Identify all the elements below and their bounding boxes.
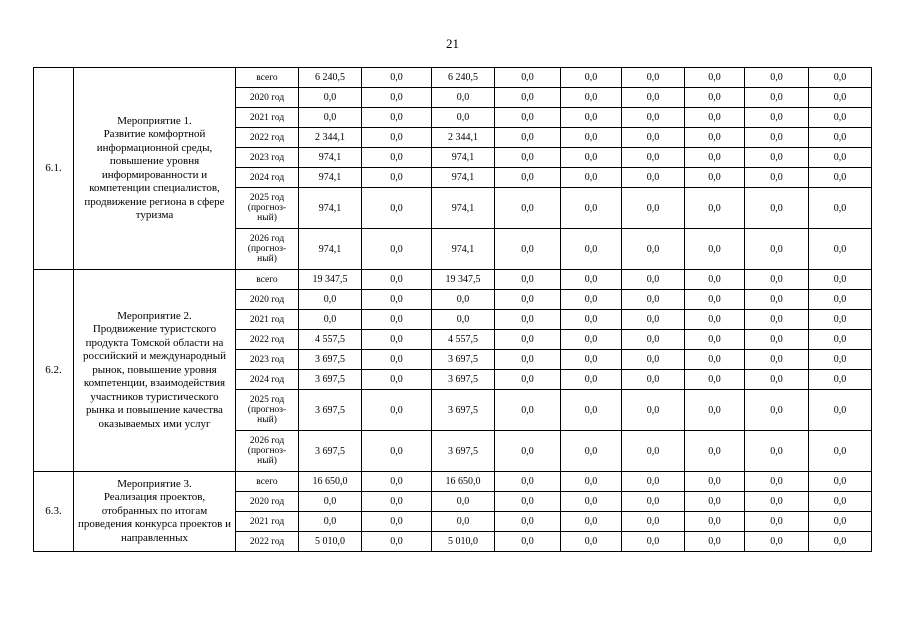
value-cell: 0,0 — [362, 472, 432, 492]
value-cell: 0,0 — [362, 229, 432, 270]
value-cell: 0,0 — [495, 270, 561, 290]
value-cell: 0,0 — [685, 512, 745, 532]
value-cell: 0,0 — [685, 431, 745, 472]
value-cell: 0,0 — [745, 148, 809, 168]
value-cell: 0,0 — [432, 290, 495, 310]
value-cell: 0,0 — [809, 168, 872, 188]
value-cell: 0,0 — [495, 290, 561, 310]
value-cell: 0,0 — [622, 188, 685, 229]
value-cell: 0,0 — [362, 310, 432, 330]
value-cell: 0,0 — [362, 512, 432, 532]
section-number: 6.3. — [34, 472, 74, 552]
value-cell: 0,0 — [561, 390, 622, 431]
value-cell: 0,0 — [622, 350, 685, 370]
value-cell: 0,0 — [561, 168, 622, 188]
value-cell: 0,0 — [809, 108, 872, 128]
period-cell: 2022 год — [236, 532, 299, 552]
value-cell: 0,0 — [362, 330, 432, 350]
value-cell: 0,0 — [622, 68, 685, 88]
value-cell: 0,0 — [745, 532, 809, 552]
value-cell: 0,0 — [745, 390, 809, 431]
value-cell: 0,0 — [622, 148, 685, 168]
value-cell: 6 240,5 — [432, 68, 495, 88]
value-cell: 0,0 — [809, 188, 872, 229]
value-cell: 0,0 — [622, 128, 685, 148]
value-cell: 0,0 — [745, 431, 809, 472]
period-cell: 2021 год — [236, 310, 299, 330]
value-cell: 0,0 — [809, 128, 872, 148]
value-cell: 0,0 — [362, 532, 432, 552]
value-cell: 0,0 — [622, 370, 685, 390]
value-cell: 974,1 — [432, 168, 495, 188]
value-cell: 0,0 — [299, 108, 362, 128]
value-cell: 974,1 — [432, 229, 495, 270]
value-cell: 16 650,0 — [432, 472, 495, 492]
value-cell: 0,0 — [685, 350, 745, 370]
value-cell: 0,0 — [745, 68, 809, 88]
value-cell: 0,0 — [362, 431, 432, 472]
value-cell: 0,0 — [561, 68, 622, 88]
value-cell: 0,0 — [622, 390, 685, 431]
value-cell: 0,0 — [809, 330, 872, 350]
value-cell: 974,1 — [299, 229, 362, 270]
value-cell: 0,0 — [362, 148, 432, 168]
value-cell: 0,0 — [685, 188, 745, 229]
value-cell: 0,0 — [622, 270, 685, 290]
value-cell: 0,0 — [432, 88, 495, 108]
period-cell: 2020 год — [236, 492, 299, 512]
period-cell: 2020 год — [236, 290, 299, 310]
period-cell: всего — [236, 68, 299, 88]
value-cell: 3 697,5 — [432, 431, 495, 472]
value-cell: 0,0 — [685, 68, 745, 88]
period-cell: 2023 год — [236, 350, 299, 370]
value-cell: 3 697,5 — [432, 350, 495, 370]
value-cell: 3 697,5 — [432, 370, 495, 390]
value-cell: 0,0 — [561, 310, 622, 330]
value-cell: 0,0 — [745, 128, 809, 148]
value-cell: 0,0 — [432, 512, 495, 532]
value-cell: 0,0 — [362, 188, 432, 229]
section-title: Мероприятие 2. Продвижение туристского продукта Томской области на российский и международный рынок, повышение уровня компетенции, взаимодействия участников туристического рынка и повышение качества оказываемых ими услуг — [74, 270, 236, 472]
value-cell: 0,0 — [809, 472, 872, 492]
value-cell: 0,0 — [622, 290, 685, 310]
value-cell: 0,0 — [809, 88, 872, 108]
value-cell: 0,0 — [362, 88, 432, 108]
period-cell: 2025 год (прогноз- ный) — [236, 390, 299, 431]
value-cell: 0,0 — [622, 472, 685, 492]
value-cell: 0,0 — [809, 310, 872, 330]
period-cell: 2021 год — [236, 512, 299, 532]
value-cell: 0,0 — [495, 88, 561, 108]
value-cell: 0,0 — [685, 492, 745, 512]
period-cell: 2023 год — [236, 148, 299, 168]
value-cell: 0,0 — [561, 370, 622, 390]
value-cell: 0,0 — [495, 168, 561, 188]
value-cell: 0,0 — [622, 168, 685, 188]
value-cell: 0,0 — [495, 431, 561, 472]
value-cell: 0,0 — [809, 512, 872, 532]
value-cell: 0,0 — [561, 128, 622, 148]
value-cell: 0,0 — [685, 148, 745, 168]
value-cell: 0,0 — [622, 88, 685, 108]
value-cell: 0,0 — [561, 512, 622, 532]
value-cell: 0,0 — [685, 270, 745, 290]
value-cell: 0,0 — [495, 472, 561, 492]
value-cell: 2 344,1 — [432, 128, 495, 148]
value-cell: 0,0 — [622, 492, 685, 512]
value-cell: 0,0 — [561, 188, 622, 229]
value-cell: 0,0 — [362, 270, 432, 290]
value-cell: 0,0 — [495, 492, 561, 512]
value-cell: 0,0 — [561, 270, 622, 290]
value-cell: 0,0 — [685, 168, 745, 188]
value-cell: 0,0 — [495, 148, 561, 168]
value-cell: 0,0 — [622, 310, 685, 330]
value-cell: 0,0 — [362, 108, 432, 128]
table-row — [34, 472, 872, 492]
value-cell: 0,0 — [362, 68, 432, 88]
value-cell: 0,0 — [685, 128, 745, 148]
value-cell: 0,0 — [561, 290, 622, 310]
value-cell: 974,1 — [299, 188, 362, 229]
value-cell: 0,0 — [745, 188, 809, 229]
value-cell: 0,0 — [561, 330, 622, 350]
value-cell: 0,0 — [299, 492, 362, 512]
value-cell: 0,0 — [561, 431, 622, 472]
page-number: 21 — [446, 36, 459, 51]
value-cell: 0,0 — [745, 330, 809, 350]
value-cell: 0,0 — [495, 128, 561, 148]
value-cell: 0,0 — [809, 229, 872, 270]
value-cell: 0,0 — [495, 390, 561, 431]
value-cell: 0,0 — [495, 370, 561, 390]
value-cell: 0,0 — [495, 532, 561, 552]
value-cell: 0,0 — [809, 270, 872, 290]
value-cell: 0,0 — [809, 492, 872, 512]
value-cell: 0,0 — [685, 310, 745, 330]
value-cell: 0,0 — [495, 229, 561, 270]
value-cell: 974,1 — [432, 148, 495, 168]
value-cell: 0,0 — [685, 88, 745, 108]
value-cell: 0,0 — [622, 512, 685, 532]
value-cell: 0,0 — [561, 108, 622, 128]
value-cell: 0,0 — [299, 512, 362, 532]
value-cell: 0,0 — [809, 350, 872, 370]
value-cell: 0,0 — [745, 270, 809, 290]
value-cell: 0,0 — [685, 108, 745, 128]
period-cell: 2025 год (прогноз- ный) — [236, 188, 299, 229]
table-row — [34, 68, 872, 88]
value-cell: 0,0 — [685, 330, 745, 350]
value-cell: 0,0 — [745, 290, 809, 310]
value-cell: 4 557,5 — [432, 330, 495, 350]
period-cell: 2020 год — [236, 88, 299, 108]
period-cell: 2021 год — [236, 108, 299, 128]
value-cell: 6 240,5 — [299, 68, 362, 88]
value-cell: 0,0 — [362, 492, 432, 512]
value-cell: 0,0 — [561, 492, 622, 512]
value-cell: 0,0 — [561, 148, 622, 168]
value-cell: 0,0 — [622, 532, 685, 552]
period-cell: 2026 год (прогноз- ный) — [236, 229, 299, 270]
value-cell: 0,0 — [622, 108, 685, 128]
value-cell: 0,0 — [561, 229, 622, 270]
value-cell: 0,0 — [745, 492, 809, 512]
value-cell: 0,0 — [622, 229, 685, 270]
value-cell: 0,0 — [495, 108, 561, 128]
value-cell: 0,0 — [362, 168, 432, 188]
value-cell: 0,0 — [299, 310, 362, 330]
period-cell: всего — [236, 472, 299, 492]
value-cell: 0,0 — [809, 68, 872, 88]
budget-table — [33, 67, 872, 552]
value-cell: 0,0 — [745, 512, 809, 532]
value-cell: 0,0 — [432, 310, 495, 330]
value-cell: 0,0 — [561, 472, 622, 492]
value-cell: 0,0 — [495, 330, 561, 350]
value-cell: 0,0 — [362, 390, 432, 431]
value-cell: 0,0 — [495, 512, 561, 532]
value-cell: 19 347,5 — [432, 270, 495, 290]
value-cell: 0,0 — [745, 370, 809, 390]
value-cell: 974,1 — [299, 148, 362, 168]
value-cell: 0,0 — [745, 350, 809, 370]
value-cell: 0,0 — [809, 532, 872, 552]
value-cell: 0,0 — [622, 431, 685, 472]
value-cell: 0,0 — [745, 88, 809, 108]
value-cell: 0,0 — [685, 370, 745, 390]
value-cell: 0,0 — [745, 168, 809, 188]
value-cell: 0,0 — [432, 492, 495, 512]
value-cell: 0,0 — [685, 229, 745, 270]
value-cell: 0,0 — [495, 350, 561, 370]
value-cell: 0,0 — [299, 88, 362, 108]
value-cell: 3 697,5 — [299, 370, 362, 390]
period-cell: всего — [236, 270, 299, 290]
value-cell: 0,0 — [745, 108, 809, 128]
section-title: Мероприятие 1. Развитие комфортной информационной среды, повышение уровня информированности и компетенции специалистов, продвижение региона в сфере туризма — [74, 68, 236, 270]
value-cell: 0,0 — [561, 350, 622, 370]
value-cell: 0,0 — [809, 370, 872, 390]
value-cell: 0,0 — [362, 370, 432, 390]
value-cell: 0,0 — [299, 290, 362, 310]
value-cell: 0,0 — [809, 390, 872, 431]
value-cell: 3 697,5 — [432, 390, 495, 431]
value-cell: 0,0 — [685, 472, 745, 492]
value-cell: 2 344,1 — [299, 128, 362, 148]
value-cell: 3 697,5 — [299, 431, 362, 472]
period-cell: 2024 год — [236, 370, 299, 390]
value-cell: 0,0 — [745, 229, 809, 270]
period-cell: 2022 год — [236, 330, 299, 350]
value-cell: 0,0 — [809, 148, 872, 168]
value-cell: 0,0 — [495, 188, 561, 229]
value-cell: 0,0 — [561, 88, 622, 108]
section-title: Мероприятие 3. Реализация проектов, отобранных по итогам проведения конкурса проектов и направленных — [74, 472, 236, 552]
value-cell: 0,0 — [809, 290, 872, 310]
table-row — [34, 270, 872, 290]
value-cell: 3 697,5 — [299, 350, 362, 370]
value-cell: 0,0 — [561, 532, 622, 552]
value-cell: 19 347,5 — [299, 270, 362, 290]
value-cell: 0,0 — [685, 390, 745, 431]
value-cell: 4 557,5 — [299, 330, 362, 350]
value-cell: 0,0 — [622, 330, 685, 350]
value-cell: 0,0 — [362, 350, 432, 370]
value-cell: 0,0 — [362, 128, 432, 148]
value-cell: 3 697,5 — [299, 390, 362, 431]
value-cell: 974,1 — [299, 168, 362, 188]
value-cell: 0,0 — [685, 532, 745, 552]
value-cell: 0,0 — [745, 310, 809, 330]
period-cell: 2024 год — [236, 168, 299, 188]
period-cell: 2026 год (прогноз- ный) — [236, 431, 299, 472]
value-cell: 5 010,0 — [299, 532, 362, 552]
section-number: 6.1. — [34, 68, 74, 270]
value-cell: 0,0 — [685, 290, 745, 310]
value-cell: 5 010,0 — [432, 532, 495, 552]
value-cell: 16 650,0 — [299, 472, 362, 492]
value-cell: 974,1 — [432, 188, 495, 229]
value-cell: 0,0 — [362, 290, 432, 310]
value-cell: 0,0 — [745, 472, 809, 492]
section-number: 6.2. — [34, 270, 74, 472]
period-cell: 2022 год — [236, 128, 299, 148]
value-cell: 0,0 — [495, 68, 561, 88]
value-cell: 0,0 — [432, 108, 495, 128]
value-cell: 0,0 — [809, 431, 872, 472]
value-cell: 0,0 — [495, 310, 561, 330]
